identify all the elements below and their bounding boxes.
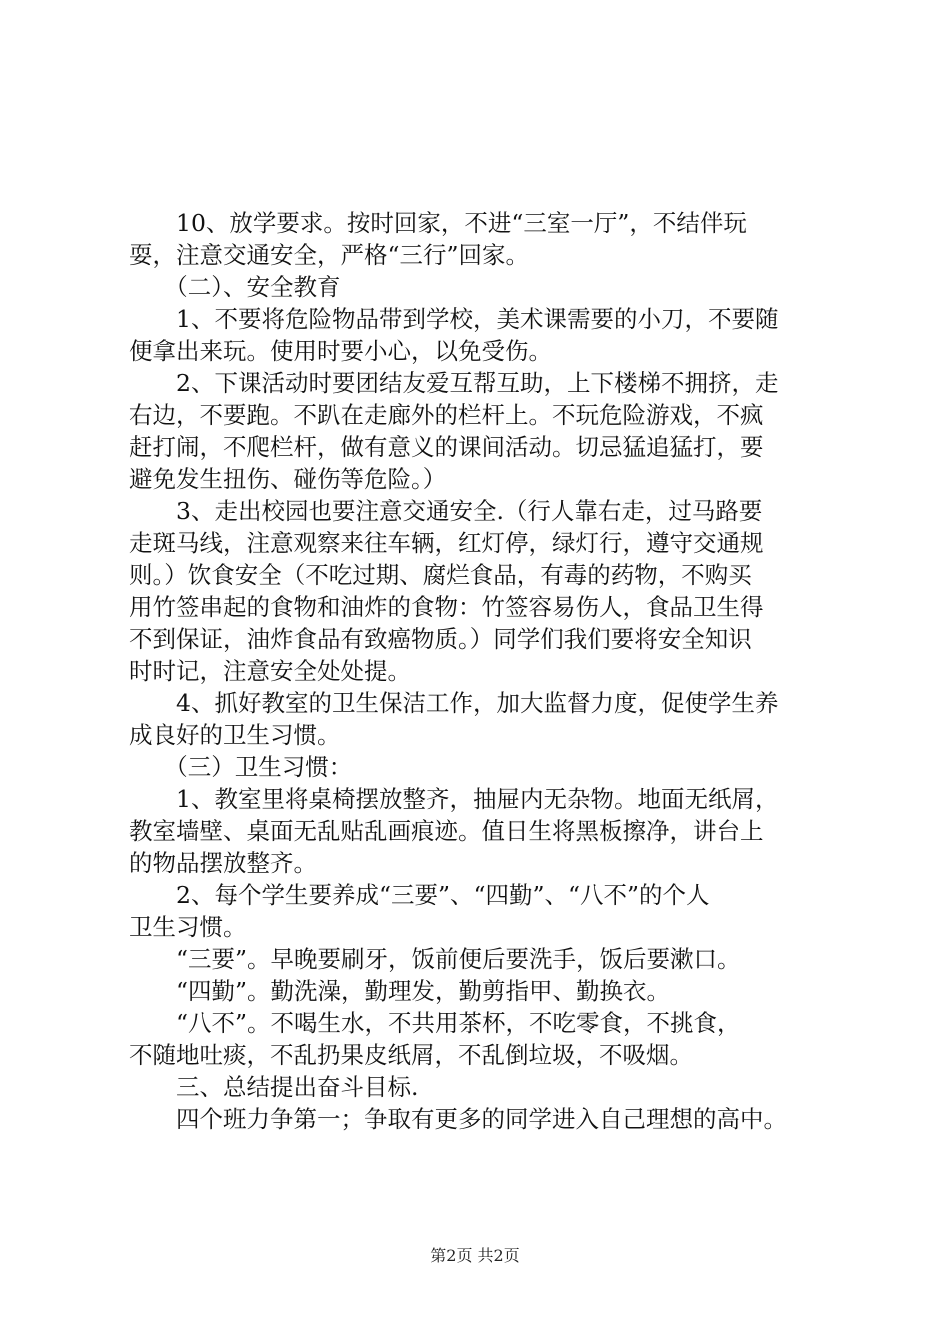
text-line: 1、不要将危险物品带到学校，美术课需要的小刀，不要随 — [129, 305, 779, 333]
page-number-footer: 第2页 共2页 — [430, 1246, 520, 1265]
text-line: “八不”。不喝生水，不共用茶杯，不吃零食，不挑食， — [129, 1009, 741, 1037]
text-line: 2、每个学生要养成“三要”、“四勤”、“八不”的个人 — [129, 881, 710, 909]
section-heading: 三、总结提出奋斗目标. — [129, 1073, 419, 1101]
text-line: 赶打闹，不爬栏杆，做有意义的课间活动。切忌猛追猛打，要 — [129, 433, 764, 461]
text-line: 2、下课活动时要团结友爱互帮互助，上下楼梯不拥挤，走 — [129, 369, 779, 397]
text-line: 的物品摆放整齐。 — [129, 849, 317, 877]
text-line: 便拿出来玩。使用时要小心，以免受伤。 — [129, 337, 552, 365]
text-line: 卫生习惯。 — [129, 913, 247, 941]
text-line: “四勤”。勤洗澡，勤理发，勤剪指甲、勤换衣。 — [129, 977, 671, 1005]
text-line: 1、教室里将桌椅摆放整齐，抽屉内无杂物。地面无纸屑， — [129, 785, 779, 813]
text-line: 成良好的卫生习惯。 — [129, 721, 341, 749]
text-line: 10、放学要求。按时回家，不进“三室一厅”，不结伴玩 — [129, 209, 747, 237]
text-line: 4、抓好教室的卫生保洁工作，加大监督力度，促使学生养 — [129, 689, 779, 717]
text-line: 教室墙壁、桌面无乱贴乱画痕迹。值日生将黑板擦净，讲台上 — [129, 817, 764, 845]
text-line: 四个班力争第一；争取有更多的同学进入自己理想的高中。 — [129, 1105, 787, 1133]
text-line: 不到保证，油炸食品有致癌物质。）同学们我们要将安全知识 — [129, 625, 752, 653]
text-line: 则。）饮食安全（不吃过期、腐烂食品，有毒的药物，不购买 — [129, 561, 752, 589]
text-line: 右边，不要跑。不趴在走廊外的栏杆上。不玩危险游戏，不疯 — [129, 401, 764, 429]
text-line: 不随地吐痰，不乱扔果皮纸屑，不乱倒垃圾，不吸烟。 — [129, 1041, 693, 1069]
section-heading: （三）卫生习惯： — [129, 753, 353, 781]
section-heading: （二）、安全教育 — [129, 273, 341, 301]
text-line: 避免发生扭伤、碰伤等危险。） — [129, 465, 447, 493]
text-line: 3、走出校园也要注意交通安全.（行人靠右走，过马路要 — [129, 497, 763, 525]
text-line: 用竹签串起的食物和油炸的食物：竹签容易伤人，食品卫生得 — [129, 593, 764, 621]
text-line: “三要”。早晚要刷牙，饭前便后要洗手，饭后要漱口。 — [129, 945, 741, 973]
text-line: 耍，注意交通安全，严格“三行”回家。 — [129, 241, 530, 269]
text-line: 走斑马线，注意观察来往车辆，红灯停，绿灯行，遵守交通规 — [129, 529, 764, 557]
text-line: 时时记，注意安全处处提。 — [129, 657, 411, 685]
